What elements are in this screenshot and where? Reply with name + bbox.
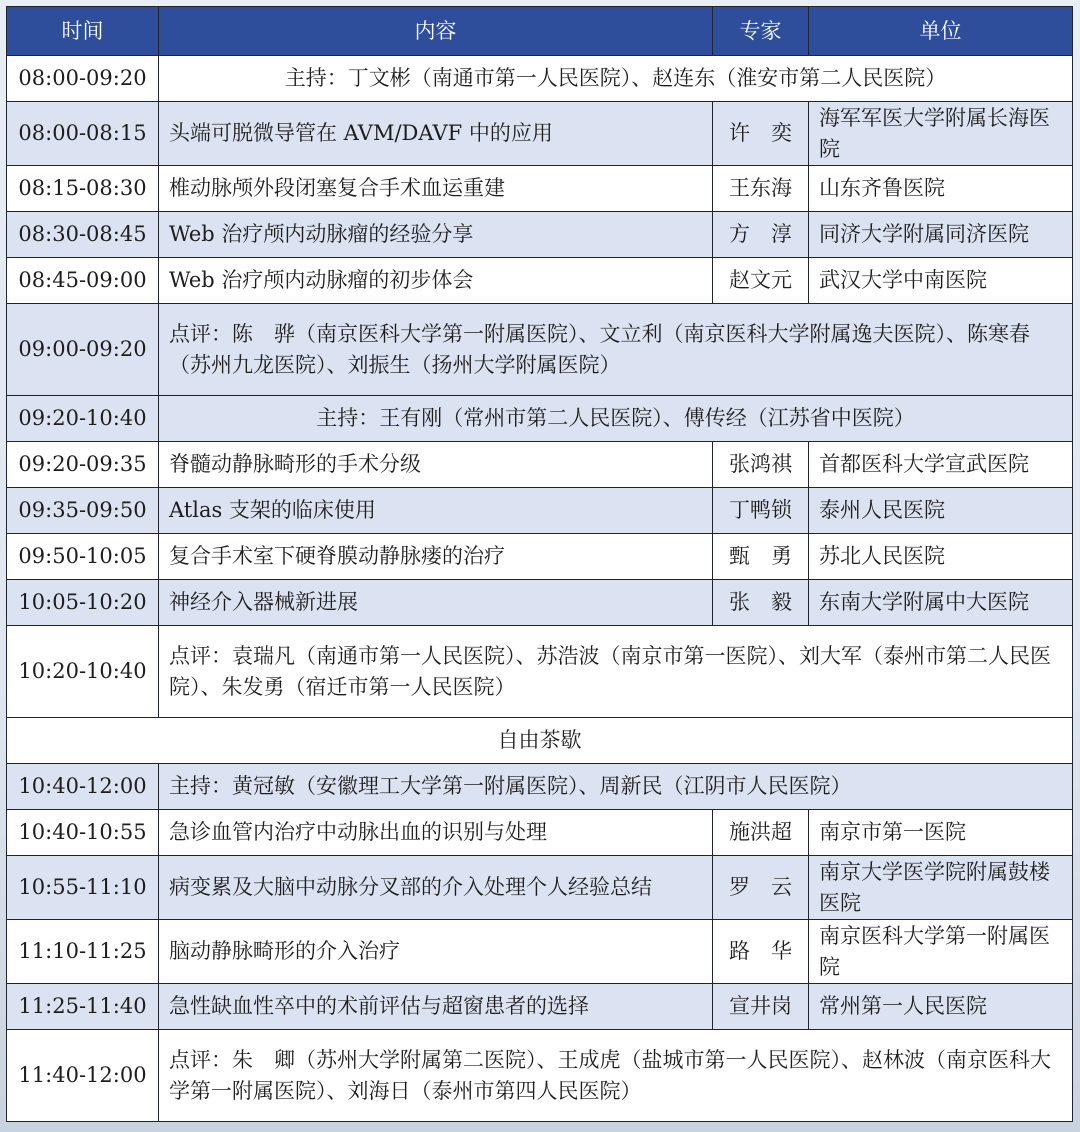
schedule-row [7, 920, 1073, 984]
schedule-row [7, 810, 1073, 856]
organization-cell: 泰州人民医院 [809, 488, 1073, 534]
time-cell: 08:45-09:00 [7, 258, 159, 304]
organization-cell: 海军军医大学附属长海医院 [809, 102, 1073, 166]
topic-cell: 椎动脉颅外段闭塞复合手术血运重建 [159, 166, 713, 212]
schedule-row [7, 442, 1073, 488]
schedule-row [7, 1030, 1073, 1122]
topic-cell: 复合手术室下硬脊膜动静脉瘘的治疗 [159, 534, 713, 580]
topic-cell: 神经介入器械新进展 [159, 580, 713, 626]
organization-cell: 首都医科大学宣武医院 [809, 442, 1073, 488]
host-cell: 主持：王有刚（常州市第二人民医院）、傅传经（江苏省中医院） [159, 396, 1073, 442]
topic-cell: Atlas 支架的临床使用 [159, 488, 713, 534]
schedule-row [7, 488, 1073, 534]
speaker-cell: 张 毅 [713, 580, 809, 626]
time-cell: 09:20-10:40 [7, 396, 159, 442]
time-cell: 11:10-11:25 [7, 920, 159, 984]
review-cell: 点评：袁瑞凡（南通市第一人民医院）、苏浩波（南京市第一医院）、刘大军（泰州市第二人民医院）、朱发勇（宿迁市第一人民医院） [159, 626, 1073, 718]
organization-cell: 苏北人民医院 [809, 534, 1073, 580]
speaker-cell: 许 奕 [713, 102, 809, 166]
host-cell: 主持：黄冠敏（安徽理工大学第一附属医院）、周新民（江阴市人民医院） [159, 764, 1073, 810]
schedule-row [7, 166, 1073, 212]
time-cell: 11:25-11:40 [7, 984, 159, 1030]
speaker-cell: 王东海 [713, 166, 809, 212]
time-cell: 10:20-10:40 [7, 626, 159, 718]
time-cell: 10:05-10:20 [7, 580, 159, 626]
speaker-cell: 罗 云 [713, 856, 809, 920]
speaker-cell: 方 淳 [713, 212, 809, 258]
topic-cell: 急诊血管内治疗中动脉出血的识别与处理 [159, 810, 713, 856]
time-cell: 10:55-11:10 [7, 856, 159, 920]
review-cell: 点评：朱 卿（苏州大学附属第二医院）、王成虎（盐城市第一人民医院）、赵林波（南京医科大学第一附属医院）、刘海日（泰州市第四人民医院） [159, 1030, 1073, 1122]
schedule-row [7, 396, 1073, 442]
schedule-row [7, 304, 1073, 396]
organization-cell: 常州第一人民医院 [809, 984, 1073, 1030]
time-cell: 09:35-09:50 [7, 488, 159, 534]
time-cell: 08:30-08:45 [7, 212, 159, 258]
time-cell: 10:40-12:00 [7, 764, 159, 810]
schedule-table-wrapper [6, 6, 1072, 1122]
schedule-table [6, 6, 1073, 1122]
topic-cell: 脑动静脉畸形的介入治疗 [159, 920, 713, 984]
review-cell: 点评：陈 骅（南京医科大学第一附属医院）、文立利（南京医科大学附属逸夫医院）、陈寒春（苏州九龙医院）、刘振生（扬州大学附属医院） [159, 304, 1073, 396]
time-cell: 08:00-08:15 [7, 102, 159, 166]
organization-cell: 南京医科大学第一附属医院 [809, 920, 1073, 984]
organization-cell: 山东齐鲁医院 [809, 166, 1073, 212]
schedule-row [7, 102, 1073, 166]
organization-cell: 南京市第一医院 [809, 810, 1073, 856]
schedule-row [7, 856, 1073, 920]
organization-cell: 东南大学附属中大医院 [809, 580, 1073, 626]
speaker-cell: 宣井岗 [713, 984, 809, 1030]
topic-cell: 头端可脱微导管在 AVM/DAVF 中的应用 [159, 102, 713, 166]
speaker-cell: 甄 勇 [713, 534, 809, 580]
speaker-cell: 丁鸭锁 [713, 488, 809, 534]
header-time: 时间 [7, 7, 159, 56]
host-cell: 主持：丁文彬（南通市第一人民医院）、赵连东（淮安市第二人民医院） [159, 56, 1073, 102]
time-cell: 08:15-08:30 [7, 166, 159, 212]
organization-cell: 同济大学附属同济医院 [809, 212, 1073, 258]
schedule-row [7, 718, 1073, 764]
speaker-cell: 张鸿祺 [713, 442, 809, 488]
topic-cell: 病变累及大脑中动脉分叉部的介入处理个人经验总结 [159, 856, 713, 920]
speaker-cell: 赵文元 [713, 258, 809, 304]
schedule-row [7, 764, 1073, 810]
schedule-row [7, 212, 1073, 258]
time-cell: 09:00-09:20 [7, 304, 159, 396]
speaker-cell: 路 华 [713, 920, 809, 984]
topic-cell: 脊髓动静脉畸形的手术分级 [159, 442, 713, 488]
organization-cell: 南京大学医学院附属鼓楼医院 [809, 856, 1073, 920]
time-cell: 09:20-09:35 [7, 442, 159, 488]
time-cell: 11:40-12:00 [7, 1030, 159, 1122]
break-cell: 自由茶歇 [7, 718, 1073, 764]
time-cell: 09:50-10:05 [7, 534, 159, 580]
schedule-row [7, 580, 1073, 626]
schedule-row [7, 984, 1073, 1030]
topic-cell: Web 治疗颅内动脉瘤的初步体会 [159, 258, 713, 304]
header-speaker: 专家 [713, 7, 809, 56]
organization-cell: 武汉大学中南医院 [809, 258, 1073, 304]
schedule-row [7, 258, 1073, 304]
topic-cell: Web 治疗颅内动脉瘤的经验分享 [159, 212, 713, 258]
schedule-body [7, 56, 1073, 1122]
schedule-row [7, 534, 1073, 580]
time-cell: 08:00-09:20 [7, 56, 159, 102]
header-content: 内容 [159, 7, 713, 56]
speaker-cell: 施洪超 [713, 810, 809, 856]
schedule-row [7, 626, 1073, 718]
topic-cell: 急性缺血性卒中的术前评估与超窗患者的选择 [159, 984, 713, 1030]
header-row [7, 7, 1073, 56]
header-organization: 单位 [809, 7, 1073, 56]
time-cell: 10:40-10:55 [7, 810, 159, 856]
schedule-row [7, 56, 1073, 102]
